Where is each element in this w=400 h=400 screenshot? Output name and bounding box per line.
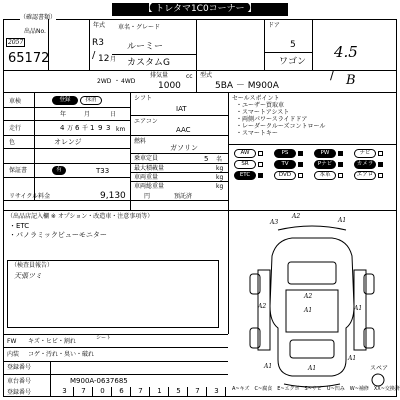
interior-grade: B bbox=[346, 73, 356, 88]
equipment-check-10 bbox=[338, 173, 343, 178]
header-top-text: （確認書類） bbox=[20, 14, 57, 21]
equipment-check-6 bbox=[338, 162, 343, 167]
number-digit-0: 3 bbox=[56, 387, 74, 397]
mark-rear: A1 bbox=[308, 365, 317, 372]
mileage-label: 走行 bbox=[9, 125, 22, 132]
body-type: ワゴン bbox=[279, 57, 307, 67]
recycle-unit: 円 bbox=[144, 193, 151, 200]
max-load-label: 最大積載量 bbox=[134, 165, 165, 172]
weight-unit: kg bbox=[216, 174, 224, 181]
equipment-check-5 bbox=[298, 162, 303, 167]
lot-label: 出品No. bbox=[24, 28, 46, 35]
drive-2wd: 2WD bbox=[97, 78, 112, 85]
fw-text: キズ・ヒビ・割れ bbox=[28, 338, 76, 345]
displacement-value: 1000 bbox=[158, 81, 181, 91]
equipment-3: ナビ bbox=[354, 149, 376, 158]
inspection-option-registered: 登録 bbox=[52, 96, 78, 105]
color-code: T33 bbox=[96, 167, 110, 175]
equipment-9: DVD bbox=[274, 171, 296, 180]
spare-tire bbox=[372, 374, 384, 386]
max-load-unit: kg bbox=[216, 165, 224, 172]
number-digit-7: 7 bbox=[189, 387, 207, 397]
equipment-2: PW bbox=[314, 149, 336, 158]
selling-points-title: セールスポイント bbox=[232, 95, 280, 102]
color-value: オレンジ bbox=[54, 138, 82, 146]
car-diagram bbox=[228, 210, 397, 396]
equipment-check-9 bbox=[298, 173, 303, 178]
gross-label: 車両総重量 bbox=[134, 183, 165, 190]
mileage-d3: 千 bbox=[82, 125, 89, 132]
month-value: 12 bbox=[98, 54, 110, 64]
inspector-label: （検査員報告） bbox=[11, 262, 54, 269]
inspector-report-box bbox=[7, 260, 219, 328]
selling-point-1: ・ユーザー買取車 bbox=[236, 102, 285, 109]
selling-point-3: ・両側パワースライドドア bbox=[236, 116, 308, 123]
selling-point-4: ・レーダークルーズコントロール bbox=[236, 123, 326, 130]
equipment-6: Pナビ bbox=[314, 160, 336, 169]
drive-4wd: 4WD bbox=[121, 78, 136, 85]
inspection-month-unit: 月 bbox=[84, 111, 91, 118]
mileage-unit: km bbox=[116, 126, 126, 133]
note-item-1: ・ETC bbox=[9, 222, 30, 230]
equipment-check-11 bbox=[378, 173, 383, 178]
mileage-d1: 万 bbox=[67, 125, 74, 132]
reg-label: 登録番号 bbox=[7, 364, 32, 371]
interior-text: コゲ・汚れ・臭い・破れ bbox=[28, 351, 95, 358]
month-slash: / bbox=[92, 50, 96, 61]
number-digit-5: 1 bbox=[151, 387, 169, 397]
cc-unit: cc bbox=[186, 73, 193, 80]
mileage-d4: 1 bbox=[90, 124, 95, 132]
mileage-d2: 6 bbox=[75, 124, 80, 132]
number-digit-8: 3 bbox=[208, 387, 226, 397]
lot-stamp: 2057 bbox=[8, 39, 24, 46]
spare-label: スペア bbox=[370, 365, 389, 372]
model-name: ルーミー bbox=[127, 42, 164, 52]
equipment-4: SR bbox=[234, 160, 256, 169]
overall-score: 4.5 bbox=[334, 43, 358, 61]
recycle-status: 預託済 bbox=[174, 193, 193, 200]
equipment-0: AW bbox=[234, 149, 256, 158]
car-windshield bbox=[288, 262, 336, 284]
door-label: ドア bbox=[268, 22, 280, 29]
equipment-check-2 bbox=[338, 151, 343, 156]
warranty-label: 保証書 bbox=[9, 167, 28, 174]
fuel-label: 燃料 bbox=[134, 138, 147, 145]
score-slash: / bbox=[330, 68, 335, 82]
mark-rear-right: A1 bbox=[348, 355, 357, 362]
chassis-number: M900A-0637685 bbox=[70, 377, 128, 385]
gross-unit: kg bbox=[216, 183, 224, 190]
selling-point-2: ・スマートアシスト bbox=[236, 109, 290, 116]
ac-label: エアコン bbox=[134, 118, 158, 125]
corner-banner: 【 トレタマ1C0コーナー 】 bbox=[112, 3, 288, 16]
note-item-2: ・パノラミックビューモニター bbox=[9, 231, 107, 239]
mark-left-mid: A2 bbox=[258, 303, 267, 310]
shift-label: シフト bbox=[134, 95, 153, 102]
displacement-label: 排気量 bbox=[150, 72, 169, 79]
equipment-11: エアロ bbox=[354, 171, 376, 180]
model-code: 5BA － M900A bbox=[215, 81, 279, 91]
mileage-d5: 9 bbox=[98, 124, 103, 132]
equipment-check-3 bbox=[378, 151, 383, 156]
capacity-unit: 名 bbox=[216, 156, 223, 163]
notes-header: （出品店記入欄 ※ オプション・改造車・注意事項等） bbox=[7, 213, 154, 220]
equipment-10: 本革 bbox=[314, 171, 336, 180]
recycle-label: リサイクル料金 bbox=[9, 193, 51, 200]
mark-center-2: A1 bbox=[304, 307, 313, 314]
fuel-value: ガソリン bbox=[170, 144, 198, 152]
year-label: 年式 bbox=[93, 22, 106, 29]
model-label: 車名・グレード bbox=[118, 24, 161, 31]
seat-label: シート bbox=[96, 335, 112, 341]
mark-center: A2 bbox=[304, 293, 313, 300]
inspector-note: 天張ツミ bbox=[14, 272, 42, 280]
mark-front: A2 bbox=[292, 213, 301, 220]
year-value: R3 bbox=[92, 38, 104, 48]
front-bumper bbox=[278, 226, 346, 230]
capacity-label: 乗車定員 bbox=[134, 155, 159, 162]
equipment-check-7 bbox=[378, 162, 383, 167]
door-count: 5 bbox=[290, 40, 296, 50]
mileage-d0: 4 bbox=[60, 124, 65, 132]
lot-number: 65172 bbox=[8, 51, 50, 66]
inspection-label: 車検 bbox=[9, 98, 22, 105]
chassis-label: 車台番号 bbox=[7, 378, 32, 385]
number-digit-3: 6 bbox=[113, 387, 131, 397]
mileage-d6: 3 bbox=[106, 124, 111, 132]
warranty-value: 有 bbox=[52, 166, 66, 175]
equipment-check-0 bbox=[258, 151, 263, 156]
fw-label: FW bbox=[7, 338, 17, 345]
month-unit: 月 bbox=[110, 56, 117, 63]
equipment-check-8 bbox=[258, 173, 263, 178]
mark-front-left: A3 bbox=[270, 219, 279, 226]
drive-sep: ・ bbox=[114, 78, 121, 85]
selling-point-5: ・スマートキー bbox=[236, 130, 278, 137]
inspection-day-unit: 日 bbox=[110, 111, 117, 118]
recycle-value: 9,130 bbox=[100, 191, 126, 201]
number-label: 登録番号 bbox=[7, 389, 32, 396]
number-digit-1: 7 bbox=[75, 387, 93, 397]
number-digit-6: 5 bbox=[170, 387, 188, 397]
capacity-value: 5 bbox=[204, 155, 209, 163]
inspection-year-unit: 年 bbox=[60, 111, 67, 118]
color-label: 色 bbox=[9, 139, 16, 146]
equipment-check-1 bbox=[298, 151, 303, 156]
damage-legend: A~キズ C~腐食 E~エクボ S~サビ U~凹み W~補修 XX~交換済 bbox=[232, 386, 400, 392]
mark-rear-left: A1 bbox=[264, 363, 273, 370]
ac-value: AAC bbox=[176, 126, 191, 134]
shift-value: IAT bbox=[176, 105, 187, 113]
number-digit-2: 0 bbox=[94, 387, 112, 397]
grade-name: カスタムG bbox=[127, 58, 170, 68]
equipment-check-4 bbox=[258, 162, 263, 167]
equipment-8: ETC bbox=[234, 171, 256, 180]
equipment-1: PS bbox=[274, 149, 296, 158]
interior-label: 内装 bbox=[7, 351, 20, 358]
mark-right-mid: A1 bbox=[354, 305, 363, 312]
number-digit-4: 7 bbox=[132, 387, 150, 397]
equipment-7: カメラ bbox=[354, 160, 376, 169]
inspection-option-cancelled: 抹消 bbox=[80, 96, 102, 105]
mark-front-right: A1 bbox=[338, 217, 347, 224]
model-code-label: 型式 bbox=[200, 72, 213, 79]
weight-label: 車両重量 bbox=[134, 174, 159, 181]
equipment-5: TV bbox=[274, 160, 296, 169]
car-rear-glass bbox=[290, 340, 334, 358]
